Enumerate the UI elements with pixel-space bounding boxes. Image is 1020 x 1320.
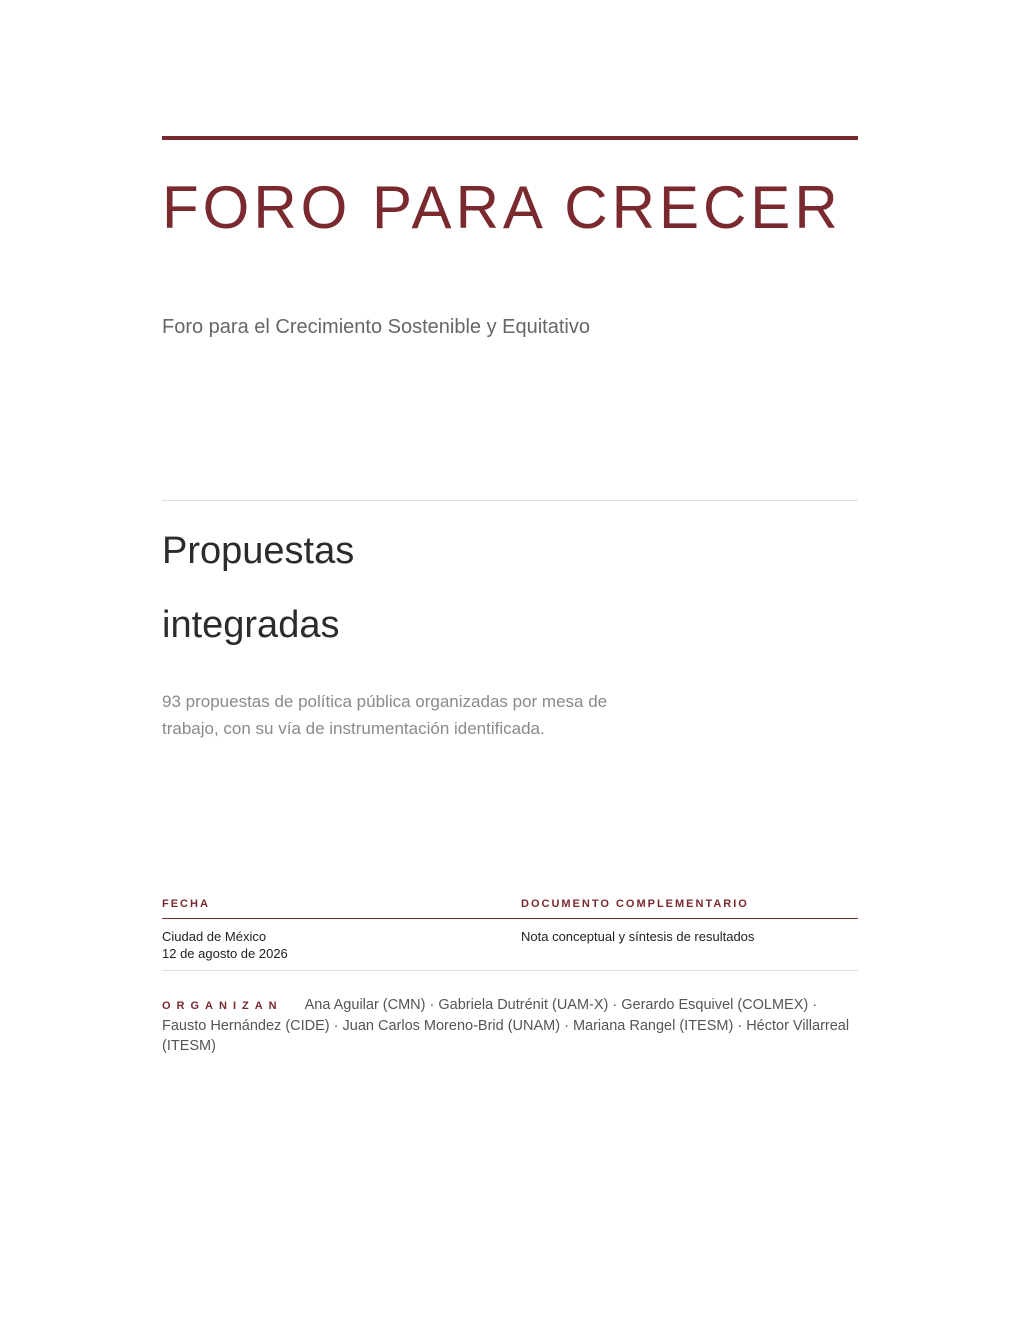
- section-title: [162, 514, 354, 662]
- section-divider: [162, 500, 858, 501]
- date-text: 12 de agosto de 2026: [162, 946, 288, 961]
- metadata-header-rule: [162, 918, 858, 919]
- date-value: [162, 928, 288, 962]
- organizers-block: [162, 995, 858, 1056]
- top-accent-rule: [162, 136, 858, 140]
- section-title-line-1: Propuestas: [162, 530, 355, 572]
- section-description: 93 propuestas de política pública organizadas por mesa de trabajo, con su vía de instrumentación identificada.: [162, 692, 608, 738]
- page-subtitle: Foro para el Crecimiento Sostenible y Equitativo: [162, 316, 590, 338]
- organizers-label: ORGANIZAN: [162, 1000, 283, 1012]
- metadata-bottom-rule: [162, 970, 858, 971]
- document-value: Nota conceptual y síntesis de resultados: [521, 929, 755, 944]
- date-label: FECHA: [162, 898, 210, 910]
- organizers-names: Ana Aguilar (CMN) · Gabriela Dutrénit (UAM-X) · Gerardo Esquivel (COLMEX) · Fausto Hernández (CIDE) · Juan Carlos Moreno-Brid (UNAM) · Mariana Rangel (ITESM) · Héctor Villarreal (ITESM): [162, 997, 850, 1054]
- document-column: [521, 890, 858, 918]
- date-column: [162, 890, 521, 918]
- document-label: DOCUMENTO COMPLEMENTARIO: [521, 898, 749, 910]
- page-title: FORO PARA CRECER: [162, 174, 842, 241]
- date-city: Ciudad de México: [162, 929, 267, 944]
- section-title-line-2: integradas: [162, 604, 340, 646]
